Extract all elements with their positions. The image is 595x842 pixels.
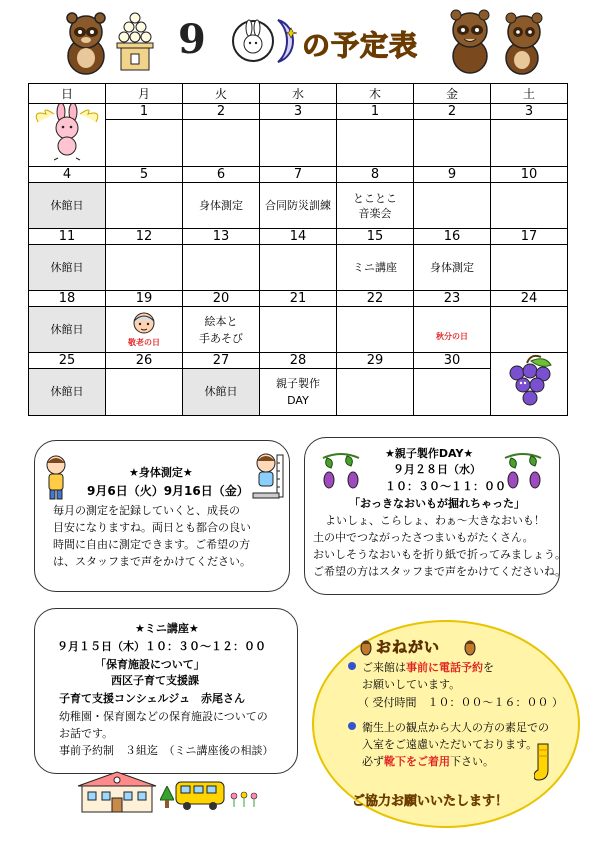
holiday-cell: [106, 307, 183, 353]
event-cell: 親子製作 DAY: [260, 369, 337, 416]
notice-item2-line1: 衛生上の観点から大人の方の素足での: [362, 721, 549, 734]
measure-line-4: は、スタッフまで声をかけてください。: [53, 555, 251, 568]
event-cell: [337, 369, 414, 416]
measure-line-2: 目安になりますね。両日とも都合の良い: [53, 521, 251, 534]
event-cell: [414, 369, 491, 416]
mini-org: 西区子育て支援課: [111, 674, 199, 687]
rabbit-angel-icon: [32, 104, 102, 162]
week-3-events: [29, 245, 568, 291]
notice-item2-line2: 入室をご遠慮いただいております。: [362, 738, 538, 751]
date-cell: 3: [491, 104, 568, 120]
child-icon: [41, 453, 71, 501]
calendar-table: [28, 83, 568, 416]
date-cell: 7: [260, 167, 337, 183]
closed-day-cell: [29, 369, 106, 416]
notice-item2-post: 下さい。: [450, 755, 494, 768]
date-cell: 13: [183, 229, 260, 245]
date-cell: 9: [414, 167, 491, 183]
notice-item2-line3: [362, 754, 494, 770]
tree-icon: [160, 786, 174, 810]
craft-line-2: 土の中でつながったさつまいもがたくさん。: [313, 531, 534, 544]
date-cell: 29: [337, 353, 414, 369]
date-cell: 20: [183, 291, 260, 307]
event-cell: 合同防災訓練: [260, 183, 337, 229]
event-cell: [260, 245, 337, 291]
crescent-moon-icon: [272, 16, 302, 66]
weekday-mon: 月: [106, 84, 183, 104]
date-cell: 1: [337, 104, 414, 120]
date-cell: 5: [106, 167, 183, 183]
closed-label: 休館日: [50, 260, 84, 274]
craft-box: [304, 437, 566, 595]
date-cell: 23: [414, 291, 491, 307]
week-2-dates: [29, 167, 568, 183]
event-cell: [337, 120, 414, 167]
page-title: [178, 10, 448, 72]
date-cell: 21: [260, 291, 337, 307]
notice-heading: おねがい: [376, 638, 441, 656]
weekday-sat: 土: [491, 84, 568, 104]
closed-day-cell: [183, 369, 260, 416]
measure-heading: ★身体測定★: [129, 466, 193, 479]
nursery-building-icon: [76, 770, 158, 814]
bullet-icon: [348, 722, 356, 730]
date-cell: 28: [260, 353, 337, 369]
notice-closing: ご協力お願いいたします！: [352, 794, 509, 809]
event-cell: 身体測定: [414, 245, 491, 291]
event-cell: [491, 307, 568, 353]
mini-heading: ★ミニ講座★: [135, 622, 199, 635]
sweet-potato-icon: [499, 452, 547, 490]
holiday-cell: [414, 307, 491, 353]
event-cell: [106, 183, 183, 229]
mini-lecture-box: [34, 608, 298, 774]
craft-date: ９月２８日（水）: [393, 463, 481, 476]
event-cell: [183, 120, 260, 167]
date-cell: 17: [491, 229, 568, 245]
notice-item1-pre: ご来館は: [362, 661, 406, 674]
acorn-icon: [360, 636, 372, 656]
mini-line-1: 幼稚園・保育園などの保育施設についての: [59, 710, 268, 723]
craft-line-4: ご希望の方はスタッフまで声をかけてくださいね。: [313, 565, 566, 578]
notice-item1-post: を: [483, 661, 494, 674]
measure-dates: 9月6日（火）9月16日（金）: [87, 484, 249, 498]
week-4-dates: [29, 291, 568, 307]
closed-label: 休館日: [204, 385, 238, 399]
event-cell: [414, 183, 491, 229]
date-cell: 6: [183, 167, 260, 183]
date-cell: 27: [183, 353, 260, 369]
event-cell: [260, 307, 337, 353]
date-cell: 22: [337, 291, 414, 307]
notice-item2-pre: 必ず: [362, 755, 384, 768]
grape-icon: [501, 353, 557, 411]
socks-icon: [534, 742, 558, 788]
date-cell: 2: [414, 104, 491, 120]
event-cell: とことこ 音楽会: [337, 183, 414, 229]
weekday-wed: 水: [260, 84, 337, 104]
mini-speaker: 子育て支援コンシェルジュ 赤尾さん: [59, 692, 246, 705]
notice-item-1: [348, 660, 494, 676]
date-cell: 16: [414, 229, 491, 245]
date-cell: 14: [260, 229, 337, 245]
week-3-dates: [29, 229, 568, 245]
notice-item1-em: 事前に電話予約: [406, 661, 483, 674]
date-cell: 18: [29, 291, 106, 307]
date-cell: 11: [29, 229, 106, 245]
date-cell: 30: [414, 353, 491, 369]
tanuki-icon: [58, 8, 114, 76]
week-1-events: [29, 120, 568, 167]
closed-day-cell: [29, 307, 106, 353]
acorn-icon: [464, 636, 476, 656]
sweet-potato-icon: [317, 452, 365, 490]
title-text: の予定表: [302, 29, 419, 62]
measure-line-3: 時間に自由に測定できます。ご希望の方: [53, 538, 251, 551]
closed-label: 休館日: [50, 385, 84, 399]
grandparent-icon: [129, 311, 159, 335]
bullet-icon: [348, 662, 356, 670]
closed-label: 休館日: [50, 198, 84, 212]
notice-item-2: [348, 720, 549, 736]
event-cell: [260, 120, 337, 167]
date-cell: 19: [106, 291, 183, 307]
weekday-sun: 日: [29, 84, 106, 104]
date-cell: 24: [491, 291, 568, 307]
notice-item2-em: 靴下をご着用: [384, 755, 450, 768]
mini-line-2: お話です。: [59, 727, 114, 740]
closed-day-cell: [29, 245, 106, 291]
tsukimi-dango-icon: [114, 10, 156, 74]
closed-day-cell: [29, 183, 106, 229]
mini-datetime: ９月１５日（木）１０：３０～１２：００: [57, 640, 266, 653]
event-cell: [491, 183, 568, 229]
school-bus-icon: [174, 778, 226, 812]
holiday-label: 秋分の日: [436, 332, 468, 341]
weekday-thu: 木: [337, 84, 414, 104]
event-cell: [106, 369, 183, 416]
date-cell: 4: [29, 167, 106, 183]
date-cell: 3: [260, 104, 337, 120]
event-cell: ミニ講座: [337, 245, 414, 291]
event-cell: [414, 120, 491, 167]
weekday-fri: 金: [414, 84, 491, 104]
week-4-events: [29, 307, 568, 353]
craft-line-3: おいしそうなおいもを折り紙で折ってみましょう。: [313, 548, 566, 561]
date-cell: 26: [106, 353, 183, 369]
notice-item1-line2: お願いしています。: [362, 678, 461, 691]
mini-topic: 「保育施設について」: [95, 658, 205, 671]
event-cell: 絵本と 手あそび: [183, 307, 260, 353]
event-cell: [183, 245, 260, 291]
week-1-dates: [29, 104, 568, 120]
date-cell: 25: [29, 353, 106, 369]
date-cell: 2: [183, 104, 260, 120]
weekday-header-row: [29, 84, 568, 104]
rabbit-angel-cell: [29, 104, 106, 167]
measure-line-1: 毎月の測定を記録していくと、成長の: [53, 504, 240, 517]
date-cell: 8: [337, 167, 414, 183]
event-cell: [337, 307, 414, 353]
event-cell: [491, 245, 568, 291]
craft-time: １０：３０～１１：００: [385, 480, 506, 493]
title-month: 9: [178, 16, 206, 63]
measure-box: [34, 440, 290, 592]
week-2-events: [29, 183, 568, 229]
grape-cell: [491, 353, 568, 416]
craft-subtitle: 「おっきなおいもが掘れちゃった」: [349, 497, 525, 510]
event-cell: 身体測定: [183, 183, 260, 229]
scale-icon: [249, 449, 287, 501]
mini-line-3: 事前予約制 ３組迄 （ミニ講座後の相談）: [59, 744, 274, 757]
date-cell: 10: [491, 167, 568, 183]
notice-oval: [312, 620, 580, 828]
closed-label: 休館日: [50, 322, 84, 336]
event-cell: [491, 120, 568, 167]
date-cell: 12: [106, 229, 183, 245]
craft-line-1: よいしょ、こらしょ、わぁ～大きなおいも！: [325, 514, 545, 527]
rabbit-moon-icon: [230, 18, 276, 64]
date-cell: 1: [106, 104, 183, 120]
notice-item1-line3: （ 受付時間 １０：００～１６：００ ）: [358, 696, 563, 709]
holiday-label: 敬老の日: [128, 338, 160, 347]
week-5-dates: [29, 353, 568, 369]
week-5-events: [29, 369, 568, 416]
event-cell: [106, 245, 183, 291]
flowers-icon: [228, 790, 260, 808]
date-cell: 15: [337, 229, 414, 245]
weekday-tue: 火: [183, 84, 260, 104]
tanuki-pair-icon: [442, 6, 552, 78]
page-header: [0, 0, 595, 82]
event-cell: [106, 120, 183, 167]
craft-heading: ★親子製作DAY★: [385, 447, 474, 460]
